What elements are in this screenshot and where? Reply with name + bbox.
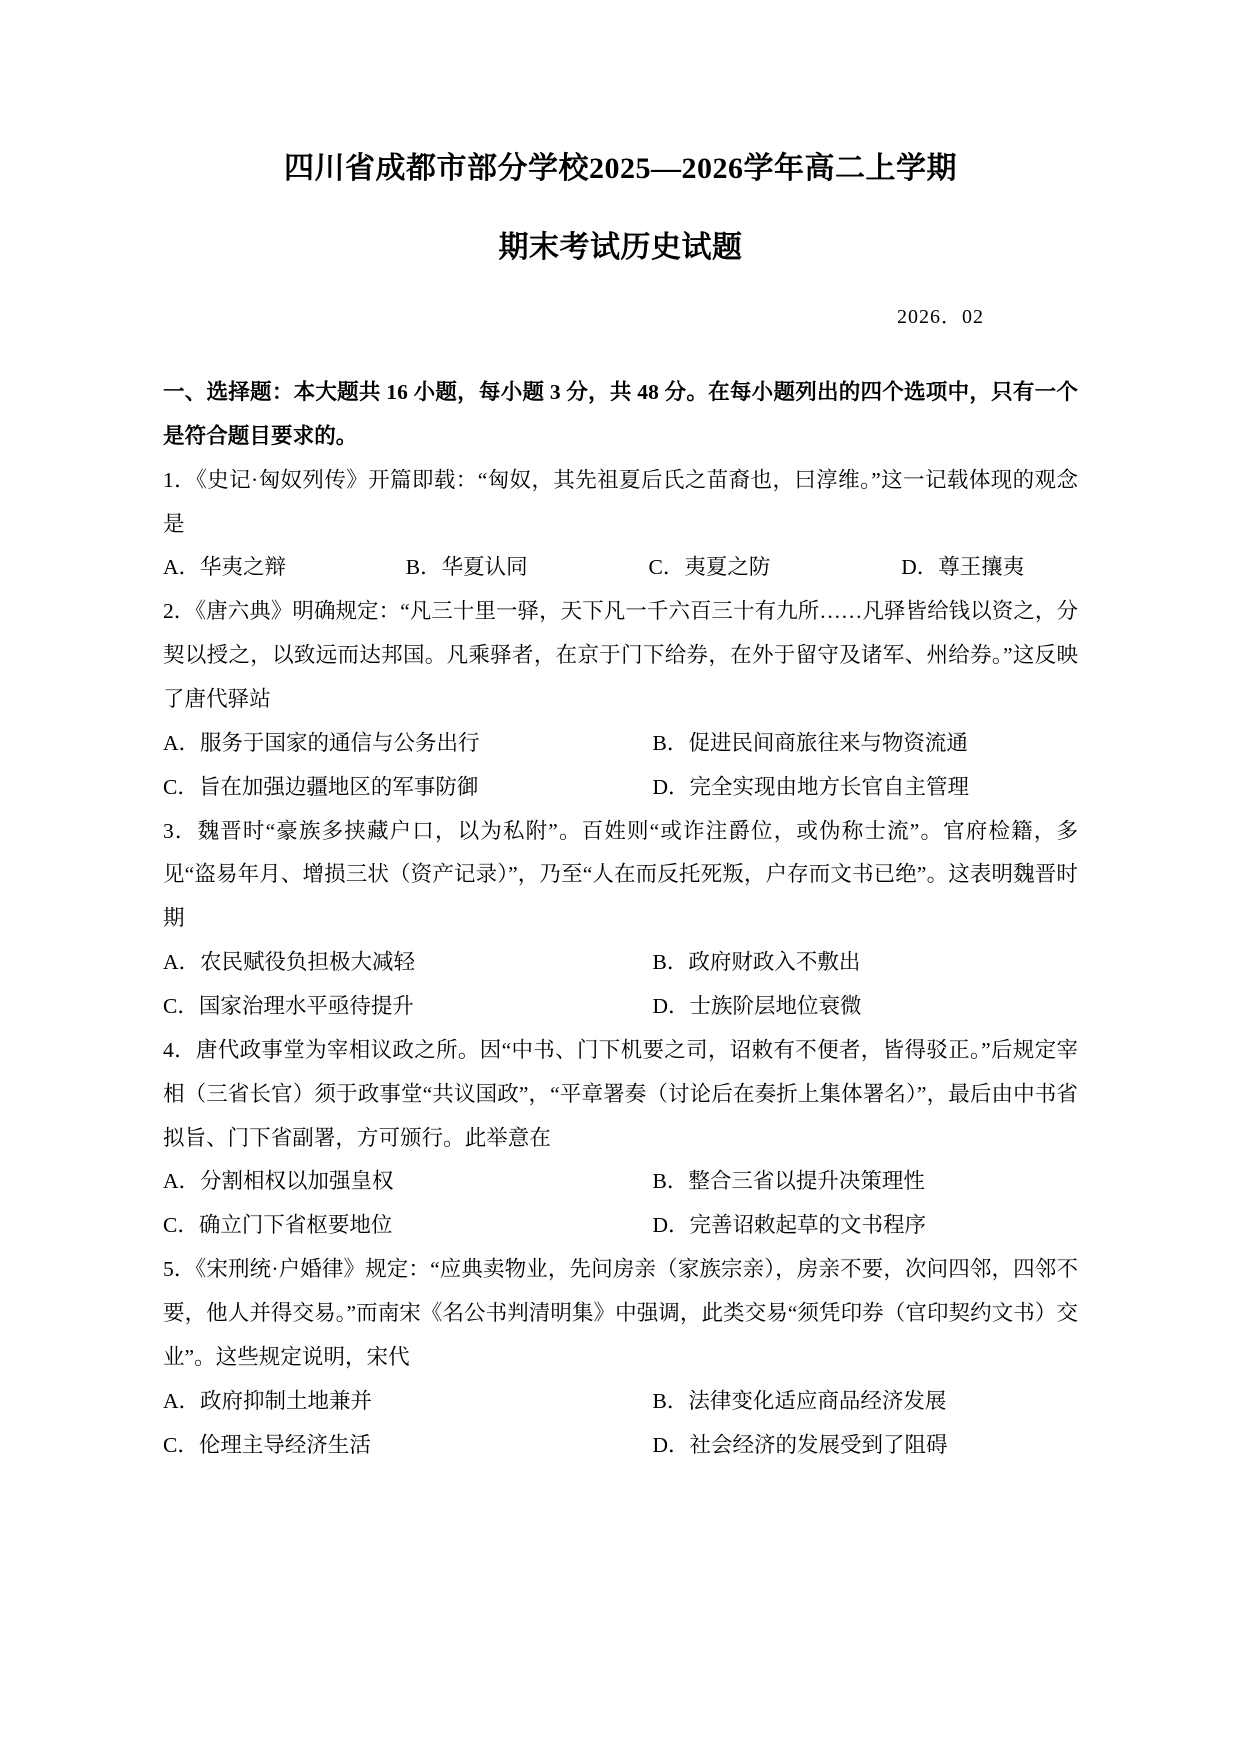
question-stem: 1．《史记·匈奴列传》开篇即载：“匈奴，其先祖夏后氏之苗裔也，曰淳维。”这一记载体现的观念是 [163, 467, 1078, 536]
option-b[interactable]: B．政府财政入不敷出 [652, 950, 861, 975]
question-stem: 4．唐代政事堂为宰相议政之所。因“中书、门下机要之司，诏敕有不便者，皆得驳正。”后规定宰相（三省长官）须于政事堂“共议国政”，“平章署奏（讨论后在奏折上集体署名）”，最后由中书省拟旨、门下省副署，方可颁行。此举意在 [163, 1037, 1078, 1150]
option-b[interactable]: B．整合三省以提升决策理性 [652, 1169, 925, 1194]
page-title-line-1: 四川省成都市部分学校2025—2026学年高二上学期 [284, 152, 957, 185]
option-b[interactable]: B．促进民间商旅往来与物资流通 [652, 730, 968, 755]
option-d[interactable]: D．社会经济的发展受到了阻碍 [652, 1432, 948, 1457]
option-c[interactable]: C．旨在加强边疆地区的军事防御 [163, 774, 479, 799]
question-stem: 3．魏晋时“豪族多挟藏户口，以为私附”。百姓则“或诈注爵位，或伪称士流”。官府检籍，多见“盗易年月、增损三状（资产记录）”，乃至“人在而反托死叛，户存而文书已绝”。这表明魏晋时期 [163, 818, 1078, 931]
question-stem: 5．《宋刑统·户婚律》规定：“应典卖物业，先问房亲（家族宗亲），房亲不要，次问四邻，四邻不要，他人并得交易。”而南宋《名公书判清明集》中强调，此类交易“须凭印券（官印契约文书）交业”。这些规定说明，宋代 [163, 1257, 1078, 1369]
option-a[interactable]: A．服务于国家的通信与公务出行 [163, 730, 480, 755]
question-block [163, 459, 1078, 591]
exam-date: 2026．02 [897, 306, 984, 328]
page-title-line-2: 期末考试历史试题 [498, 230, 743, 264]
question-options [163, 546, 1078, 590]
section-heading-choice: 一、选择题：本大题共 16 小题，每小题 3 分，共 48 分。在每小题列出的四个选项中，只有一个是符合题目要求的。 [163, 380, 1078, 448]
option-b[interactable]: B．华夏认同 [405, 555, 528, 580]
option-a[interactable]: A．华夷之辩 [163, 555, 287, 580]
option-c[interactable]: C．国家治理水平亟待提升 [163, 994, 414, 1019]
option-a[interactable]: A．政府抑制土地兼并 [163, 1388, 373, 1413]
option-d[interactable]: D．完全实现由地方长官自主管理 [652, 774, 970, 799]
option-d[interactable]: D．尊王攘夷 [901, 555, 1025, 580]
option-a[interactable]: A．分割相权以加强皇权 [163, 1169, 394, 1194]
page-content [163, 0, 1078, 1467]
question-block [163, 1248, 1078, 1467]
question-block [163, 1029, 1078, 1248]
question-options [163, 722, 1078, 766]
question-options [163, 1424, 1078, 1468]
question-options [163, 766, 1078, 810]
option-d[interactable]: D．士族阶层地位衰微 [652, 994, 862, 1019]
option-a[interactable]: A．农民赋役负担极大减轻 [163, 950, 416, 975]
option-c[interactable]: C．确立门下省枢要地位 [163, 1213, 393, 1238]
option-b[interactable]: B．法律变化适应商品经济发展 [652, 1388, 947, 1413]
question-options [163, 985, 1078, 1029]
question-block [163, 810, 1078, 1029]
option-d[interactable]: D．完善诏敕起草的文书程序 [652, 1213, 927, 1238]
question-options [163, 1380, 1078, 1424]
question-options [163, 1204, 1078, 1248]
option-c[interactable]: C．夷夏之防 [648, 555, 771, 580]
option-c[interactable]: C．伦理主导经济生活 [163, 1432, 371, 1457]
question-block [163, 590, 1078, 809]
question-options [163, 1160, 1078, 1204]
question-stem: 2．《唐六典》明确规定：“凡三十里一驿，天下凡一千六百三十有九所……凡驿皆给钱以资之，分契以授之，以致远而达邦国。凡乘驿者，在京于门下给券，在外于留守及诸军、州给券。”这反映了唐代驿站 [163, 599, 1078, 712]
question-options [163, 941, 1078, 985]
